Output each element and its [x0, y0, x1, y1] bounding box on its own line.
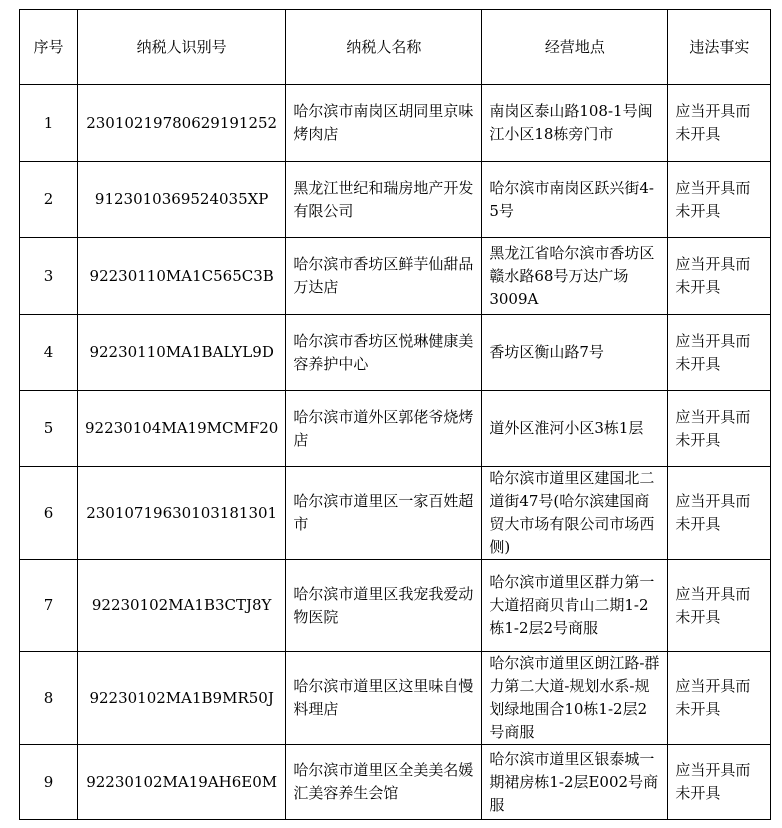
cell-violation: 应当开具而未开具: [668, 467, 771, 560]
cell-tax-id: 23010719630103181301: [78, 467, 286, 560]
cell-violation: 应当开具而未开具: [668, 652, 771, 745]
taxpayer-violation-table: [19, 9, 771, 820]
cell-violation: 应当开具而未开具: [668, 745, 771, 820]
cell-tax-id: 92230102MA19AH6E0M: [78, 745, 286, 820]
table-row: [20, 162, 771, 238]
cell-name: 哈尔滨市道里区一家百姓超市: [286, 467, 482, 560]
cell-seq: 7: [20, 560, 78, 652]
cell-seq: 2: [20, 162, 78, 238]
cell-address: 哈尔滨市道里区朗江路-群力第二大道-规划水系-规划绿地围合10栋1-2层2号商服: [482, 652, 668, 745]
header-tax-id: 纳税人识别号: [78, 10, 286, 85]
cell-violation: 应当开具而未开具: [668, 391, 771, 467]
cell-address: 哈尔滨市道里区银泰城一期裙房栋1-2层E002号商服: [482, 745, 668, 820]
cell-violation: 应当开具而未开具: [668, 85, 771, 162]
cell-tax-id: 92230110MA1BALYL9D: [78, 315, 286, 391]
cell-tax-id: 23010219780629191252: [78, 85, 286, 162]
cell-violation: 应当开具而未开具: [668, 238, 771, 315]
table-row: [20, 315, 771, 391]
cell-name: 黑龙江世纪和瑞房地产开发有限公司: [286, 162, 482, 238]
cell-violation: 应当开具而未开具: [668, 315, 771, 391]
header-seq: 序号: [20, 10, 78, 85]
table-header-row: [20, 10, 771, 85]
table-row: [20, 745, 771, 820]
cell-seq: 3: [20, 238, 78, 315]
cell-seq: 4: [20, 315, 78, 391]
cell-name: 哈尔滨市道里区我宠我爱动物医院: [286, 560, 482, 652]
cell-tax-id: 92230102MA1B3CTJ8Y: [78, 560, 286, 652]
header-violation: 违法事实: [668, 10, 771, 85]
header-address: 经营地点: [482, 10, 668, 85]
table-row: [20, 391, 771, 467]
cell-tax-id: 92230102MA1B9MR50J: [78, 652, 286, 745]
cell-address: 道外区淮河小区3栋1层: [482, 391, 668, 467]
cell-tax-id: 92230110MA1C565C3B: [78, 238, 286, 315]
cell-violation: 应当开具而未开具: [668, 560, 771, 652]
cell-address: 哈尔滨市道里区群力第一大道招商贝肯山二期1-2栋1-2层2号商服: [482, 560, 668, 652]
cell-address: 哈尔滨市道里区建国北二道街47号(哈尔滨建国商贸大市场有限公司市场西侧): [482, 467, 668, 560]
cell-address: 黑龙江省哈尔滨市香坊区赣水路68号万达广场3009A: [482, 238, 668, 315]
cell-name: 哈尔滨市南岗区胡同里京味烤肉店: [286, 85, 482, 162]
cell-seq: 9: [20, 745, 78, 820]
taxpayer-table-container: [19, 9, 771, 820]
cell-seq: 1: [20, 85, 78, 162]
table-row: [20, 652, 771, 745]
table-row: [20, 85, 771, 162]
cell-tax-id: 9123010369524035XP: [78, 162, 286, 238]
header-name: 纳税人名称: [286, 10, 482, 85]
cell-name: 哈尔滨市道里区全美美名媛汇美容养生会馆: [286, 745, 482, 820]
cell-name: 哈尔滨市道外区郭佬爷烧烤店: [286, 391, 482, 467]
table-row: [20, 238, 771, 315]
cell-violation: 应当开具而未开具: [668, 162, 771, 238]
cell-name: 哈尔滨市道里区这里味自慢料理店: [286, 652, 482, 745]
cell-address: 香坊区衡山路7号: [482, 315, 668, 391]
cell-seq: 5: [20, 391, 78, 467]
table-row: [20, 560, 771, 652]
cell-name: 哈尔滨市香坊区悦琳健康美容养护中心: [286, 315, 482, 391]
cell-seq: 8: [20, 652, 78, 745]
cell-tax-id: 92230104MA19MCMF20: [78, 391, 286, 467]
cell-address: 南岗区泰山路108-1号闽江小区18栋旁门市: [482, 85, 668, 162]
cell-seq: 6: [20, 467, 78, 560]
cell-address: 哈尔滨市南岗区跃兴街4-5号: [482, 162, 668, 238]
table-row: [20, 467, 771, 560]
cell-name: 哈尔滨市香坊区鲜芋仙甜品万达店: [286, 238, 482, 315]
